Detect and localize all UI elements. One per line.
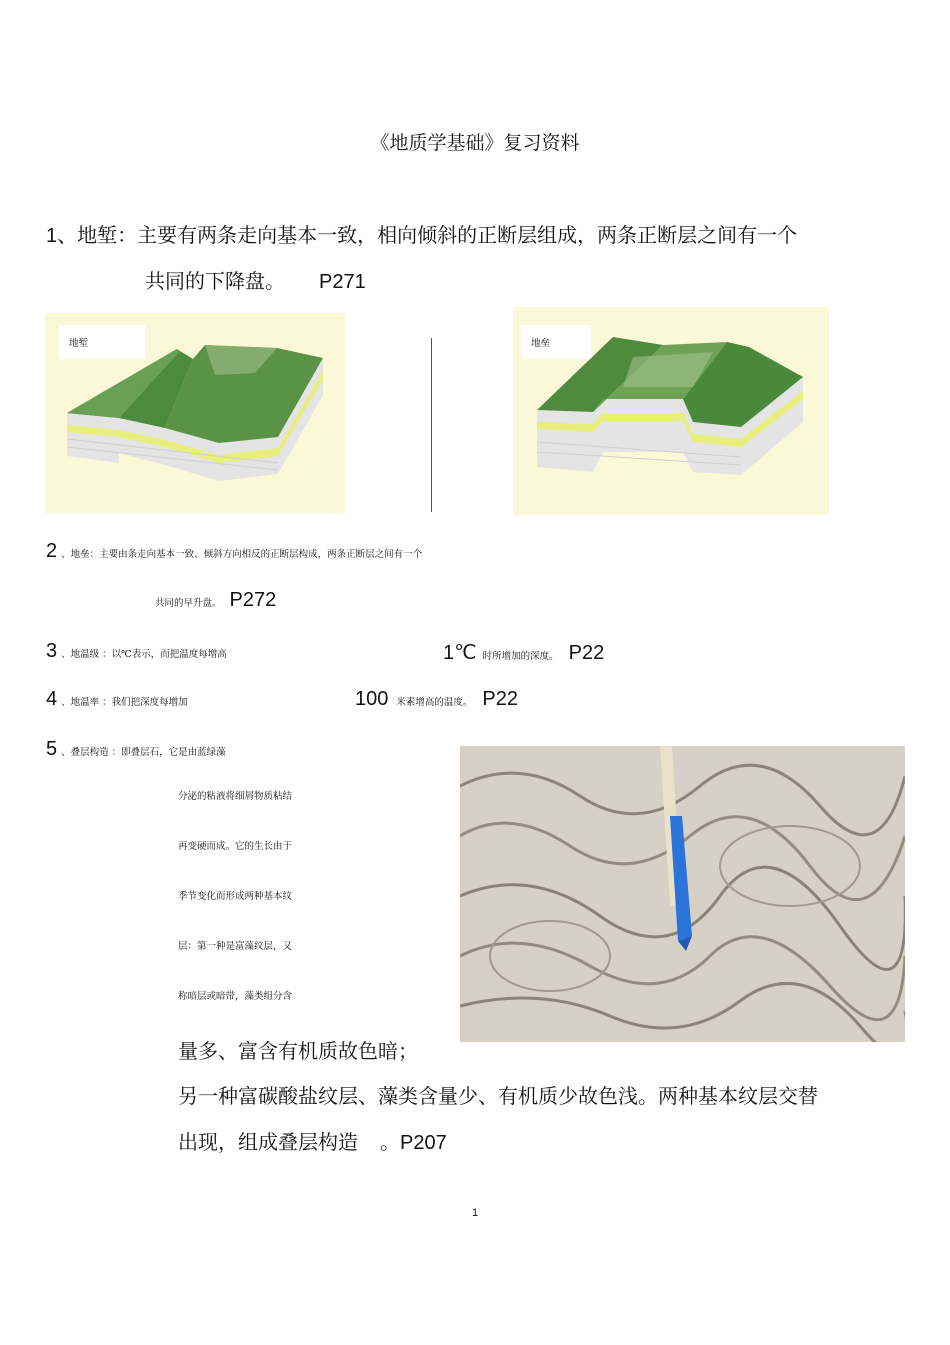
item2-line1: [46, 540, 422, 563]
item5-small-line: 季节变化而形成两种基本纹: [178, 891, 293, 902]
item5-small-line: 称暗层或暗带，藻类组分含: [178, 991, 293, 1002]
item1-line1: 1、地堑：主要有两条走向基本一致，相向倾斜的正断层组成，两条正断层之间有一个: [46, 223, 798, 247]
item3-value-line: 1℃ 时所增加的深度。 P22: [443, 642, 605, 664]
item1-number: 1: [46, 225, 58, 247]
figure-divider: [431, 338, 432, 512]
document-title: 《地质学基础》复习资料: [370, 132, 580, 154]
stromatolite-photo: [460, 746, 905, 1042]
item4-line: 4 、地温率 ：我们把深度每增加: [46, 688, 188, 710]
item4-value: 100: [355, 688, 389, 710]
page-number: 1: [471, 1207, 479, 1219]
graben-label: 地堑: [59, 325, 145, 359]
item3-value: 1℃: [443, 642, 477, 664]
item4-ref: P22: [482, 688, 518, 710]
graben-figure: [45, 313, 345, 513]
item3-ref: P22: [568, 642, 605, 664]
item4-number: 4: [46, 688, 58, 710]
item1-ref: P271: [319, 271, 366, 293]
item5-big-line2: 另一种富碳酸盐纹层、藻类含量少、有机质少故色浅。两种基本纹层交替: [178, 1084, 818, 1108]
item5-ref: P207: [400, 1132, 447, 1154]
item3-number: 3: [46, 640, 58, 662]
item5-small-line: 分泌的粘液将细屑物质粘结: [178, 791, 293, 802]
item1-line2: 共同的下降盘。 P271: [145, 269, 366, 293]
horst-label: 地垒: [521, 325, 591, 359]
item2-text: 、地垒：主要由条走向基本一致、倾斜方向相反的正断层构成，两条正断层之间有一个: [61, 549, 423, 560]
item5-small-line: 再变硬而成。它的生长由于: [178, 841, 293, 852]
item2-line2: 共同的早升盘。 P272: [155, 589, 277, 611]
item1-text: 主要有两条走向基本一致，相向倾斜的正断层组成，两条正断层之间有一个: [137, 223, 798, 247]
item2-number: 2: [46, 540, 58, 562]
item5-big-line1: 量多、富含有机质故色暗；: [178, 1039, 418, 1063]
item1-term: 地堑: [77, 223, 118, 247]
item4-value-line: 100 米素增高的温度。 P22: [355, 688, 518, 710]
item5-line0: 5 、叠层构造 ：即叠层石，它是由蓝绿藻: [46, 738, 226, 760]
item5-number: 5: [46, 738, 58, 760]
stromatolite-image: [460, 746, 905, 1042]
item5-big-line3: 出现，组成叠层构造 。P207: [178, 1130, 447, 1154]
horst-figure: [513, 307, 829, 515]
item3-line: 3 、地温级 ：以℃表示，而把温度每增高: [46, 640, 227, 662]
item5-small-line: 层：第一种是富藻纹层，又: [178, 941, 293, 952]
item2-ref: P272: [229, 589, 277, 611]
